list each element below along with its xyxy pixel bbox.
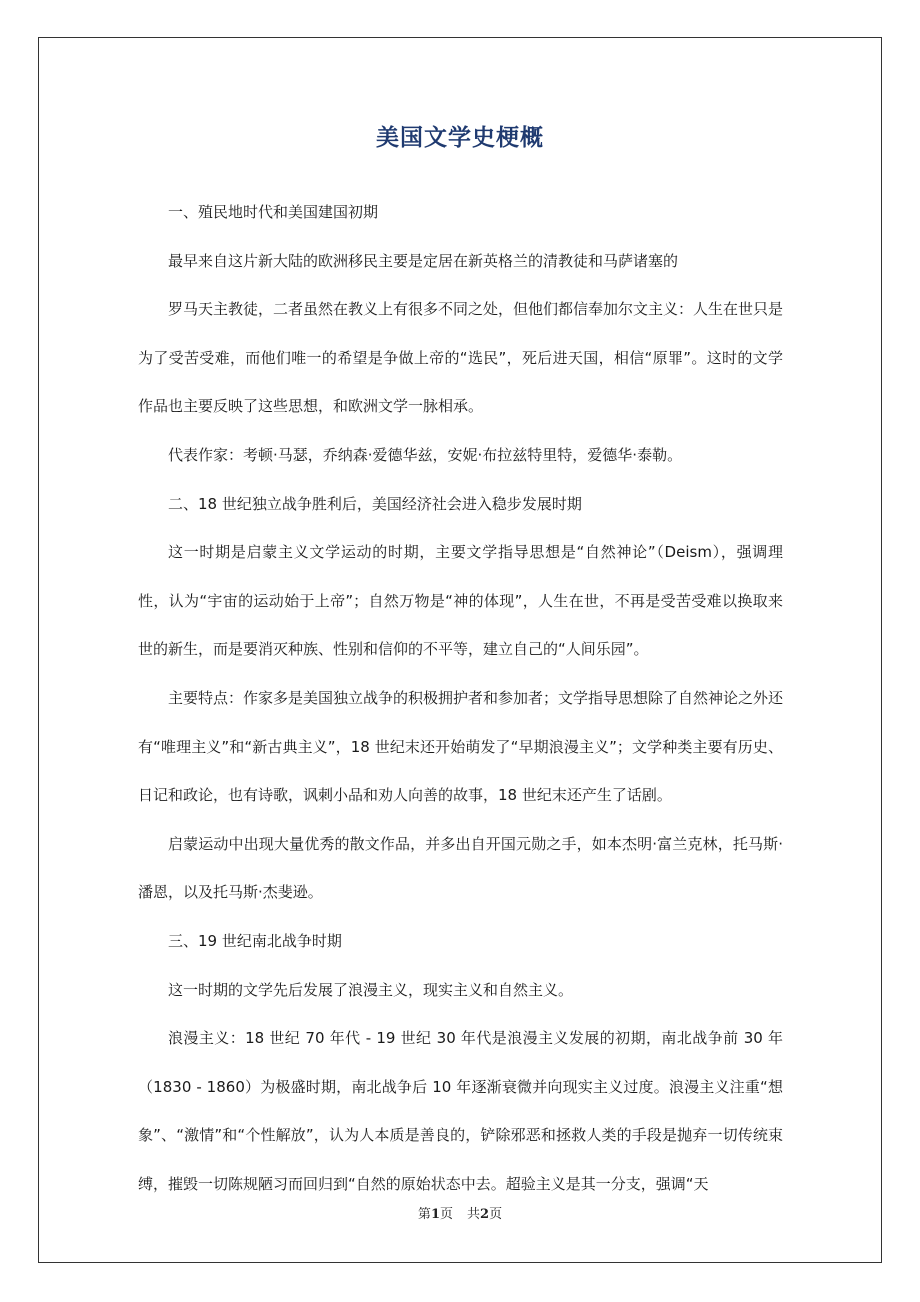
section-heading-1: 一、殖民地时代和美国建国初期 (168, 203, 379, 221)
total-prefix: 共 (467, 1207, 481, 1222)
paragraph: 启蒙运动中出现大量优秀的散文作品，并多出自开国元勋之手，如本杰明·富兰克林，托马斯·潘恩，以及托马斯·杰斐逊。 (138, 834, 783, 902)
paragraph: 最早来自这片新大陆的欧洲移民主要是定居在新英格兰的清教徒和马萨诸塞的 (168, 251, 679, 270)
paragraph: 这一时期是启蒙主义文学运动的时期，主要文学指导思想是“自然神论”（Deism），强调理性，认为“宇宙的运动始于上帝”；自然万物是“神的体现”，人生在世，不再是受苦受难以换取来世的新生，而是要消灭种族、性别和信仰的不平等，建立自己的“人间乐园”。 (138, 543, 783, 659)
document-title: 美国文学史梗概 (376, 125, 544, 151)
section-heading-2: 二、18 世纪独立战争胜利后，美国经济社会进入稳步发展时期 (168, 494, 582, 513)
paragraph: 代表作家：考顿·马瑟，乔纳森·爱德华兹，安妮·布拉兹特里特，爱德华·泰勒。 (168, 445, 683, 464)
document-body (138, 188, 783, 1208)
page-total: 2 (480, 1207, 490, 1222)
page-footer (0, 1205, 920, 1225)
page-prefix: 第 (417, 1207, 431, 1222)
page-current: 1 (430, 1207, 440, 1222)
paragraph: 罗马天主教徒，二者虽然在教义上有很多不同之处，但他们都信奉加尔文主义：人生在世只是为了受苦受难，而他们唯一的希望是争做上帝的“选民”，死后进天国，相信“原罪”。这时的文学作品也主要反映了这些思想，和欧洲文学一脉相承。 (138, 300, 784, 416)
section-heading-3: 三、19 世纪南北战争时期 (168, 931, 342, 950)
paragraph: 这一时期的文学先后发展了浪漫主义，现实主义和自然主义。 (168, 980, 574, 999)
page-unit: 页 (439, 1207, 453, 1222)
paragraph: 浪漫主义：18 世纪 70 年代 - 19 世纪 30 年代是浪漫主义发展的初期，南北战争前 30 年（1830 - 1860）为极盛时期，南北战争后 10 年逐渐衰微并向现实主义过度。浪漫主义注重“想象”、“激情”和“个性解放”，认为人本质是善良的，铲除邪恶和拯救人类的手段是抛弃一切传统束缚，摧毁一切陈规陋习而回归到“自然的原始状态中去。超验主义是其一分支，强调“天 (138, 1029, 783, 1193)
total-unit: 页 (489, 1207, 503, 1222)
paragraph: 主要特点：作家多是美国独立战争的积极拥护者和参加者；文学指导思想除了自然神论之外还有“唯理主义”和“新古典主义”，18 世纪末还开始萌发了“早期浪漫主义”；文学种类主要有历史、日记和政论，也有诗歌，讽刺小品和劝人向善的故事，18 世纪末还产生了话剧。 (138, 688, 784, 805)
